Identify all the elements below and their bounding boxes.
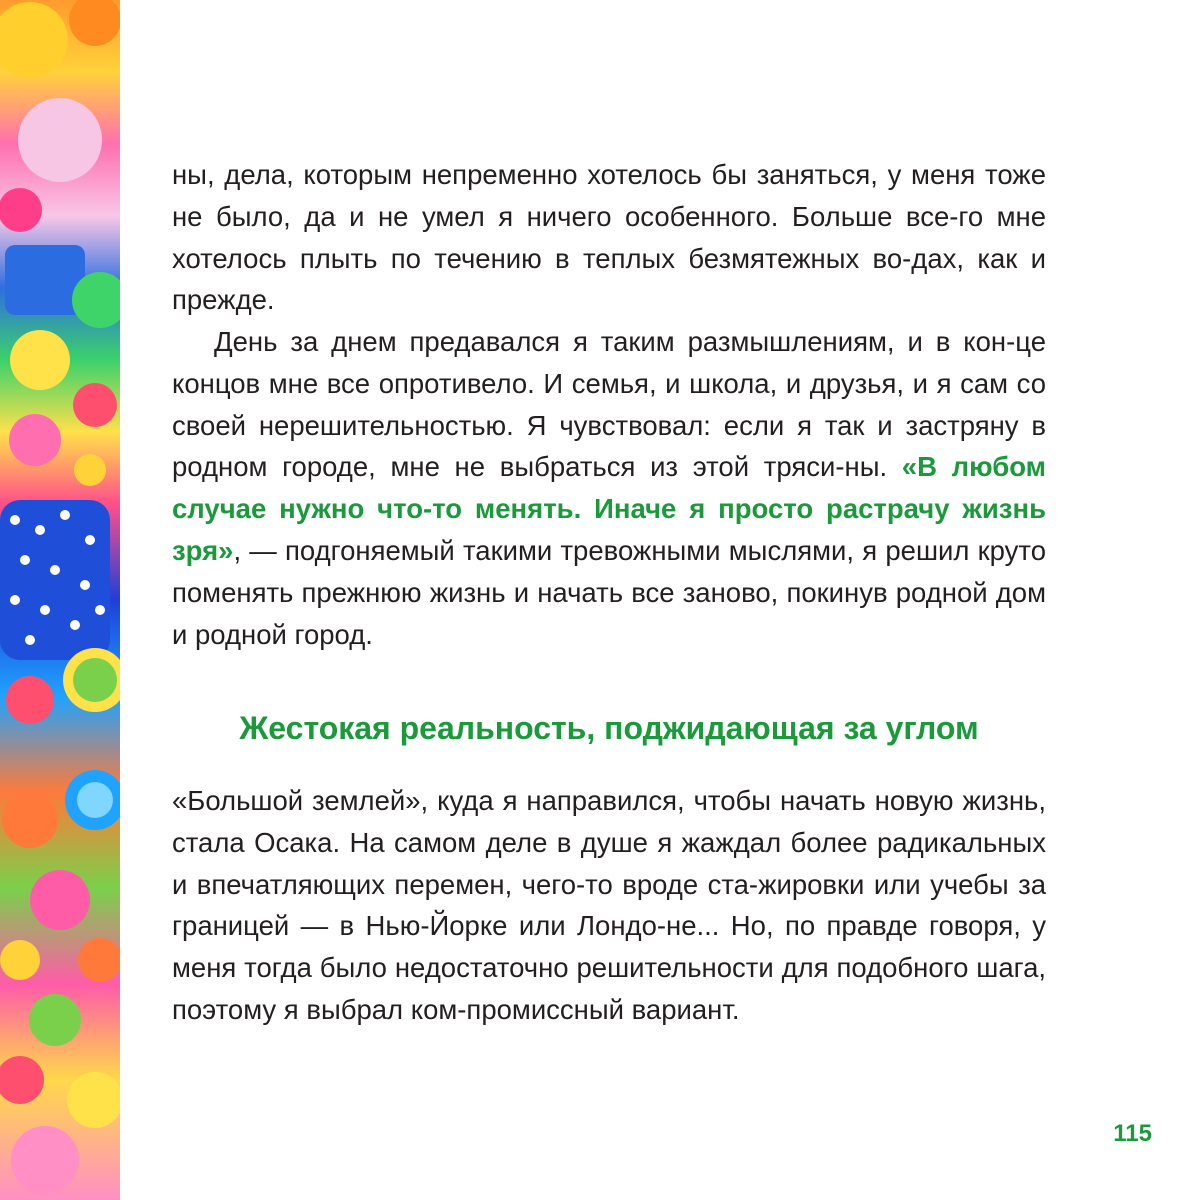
paragraph-3: [172, 780, 1046, 1031]
paragraph-1: [172, 154, 1046, 321]
highlighted-quote: «В любом случае нужно что-то менять. Иначе я просто растрачу жизнь зря»: [172, 451, 1046, 566]
paragraph-2-end: , — подгоняемый такими тревожными мыслями, я решил круто поменять прежнюю жизнь и начать все заново, покинув родной дом и родной город.: [172, 534, 1046, 650]
candy-illustration-image: [0, 0, 120, 1200]
paragraph-2-start: День за днем предавался я таким размышлениям, и в кон-це концов мне все опротивело. И семья, и школа, и друзья, и я сам со своей нерешительностью. Я чувствовал: если я так и застряну в родном городе, мне не выбраться из этой тряси-ны.: [172, 326, 1046, 483]
page-number: 115: [1113, 1120, 1152, 1147]
candy-illustration-strip: [0, 0, 120, 1200]
paragraph-3-text: «Большой землей», куда я направился, чтобы начать новую жизнь, стала Осака. На самом деле в душе я жаждал более радикальных и впечатляющих перемен, чего-то вроде ста-жировки или учебы за границей — в Нью-Йорке или Лондо-не... Но, по правде говоря, у меня тогда было недостаточно решительности для подобного шага, поэтому я выбрал ком-промиссный вариант.: [172, 785, 1046, 1025]
section-heading: Жестокая реальность, поджидающая за углом: [239, 710, 979, 746]
paragraph-2: [172, 321, 1046, 655]
paragraph-1-text: ны, дела, которым непременно хотелось бы заняться, у меня тоже не было, да и не умел я ничего особенного. Больше все-го мне хотелось плыть по течению в теплых безмятежных во-дах, как и прежде.: [172, 159, 1046, 316]
paragraph-2-text: [172, 321, 1046, 655]
